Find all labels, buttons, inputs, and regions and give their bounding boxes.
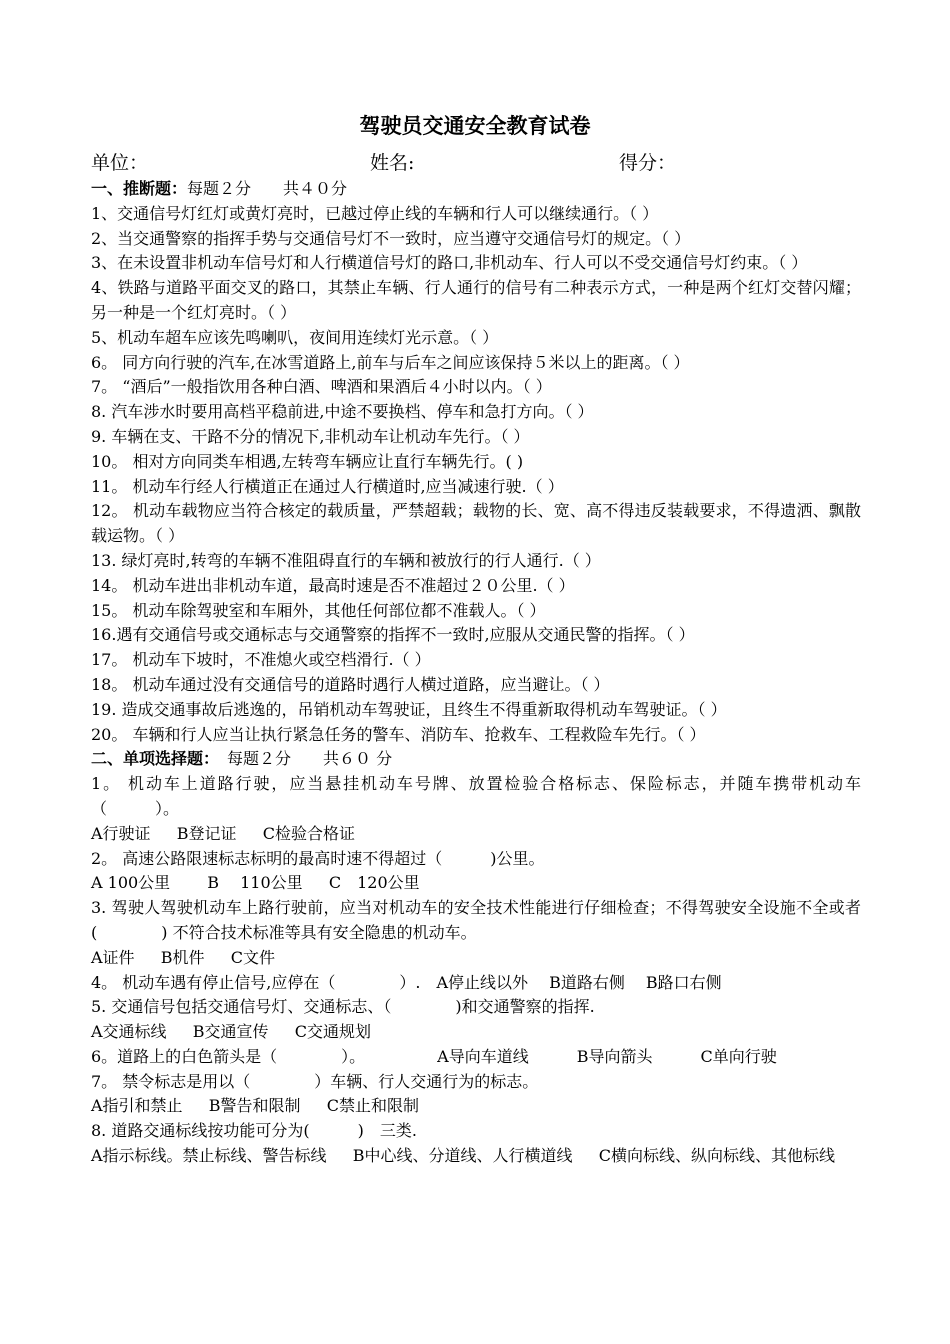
section-title: 二、单项选择题：	[91, 749, 212, 769]
mc-option: A证件	[91, 947, 135, 967]
mc-question: 5. 交通信号包括交通信号灯、交通标志、（ )和交通警察的指挥.	[91, 997, 595, 1017]
tf-question: 5、机动车超车应该先鸣喇叭，夜间用连续灯光示意。（ ）	[91, 327, 499, 347]
mc-option: C禁止和限制	[326, 1096, 419, 1116]
section-title: 一、推断题：	[91, 179, 188, 198]
tf-question: 13. 绿灯亮时,转弯的车辆不准阻碍直行的车辆和被放行的行人通行.（ ）	[91, 550, 601, 570]
mc-option: A交通标线	[91, 1022, 167, 1042]
exam-content	[91, 177, 861, 1169]
tf-question: 18。 机动车通过没有交通信号的道路时遇行人横过道路，应当避让。（ ）	[91, 674, 610, 694]
unit-label: 单位：	[91, 152, 149, 174]
mc-question: 8. 道路交通标线按功能可分为( ) 三类.	[91, 1121, 417, 1141]
section-scoring: 每题２分 共４０分	[187, 179, 348, 198]
mc-options	[91, 871, 861, 896]
mc-option: A指示标线。禁止标线、警告标线	[91, 1146, 327, 1166]
name-label: 姓名:	[370, 152, 415, 174]
tf-question: 11。 机动车行经人行横道正在通过人行横道时,应当减速行驶.（ ）	[91, 476, 564, 496]
tf-question: 4、铁路与道路平面交叉的路口，其禁止车辆、行人通行的信号有二种表示方式，一种是两个红灯交替闪耀；另一种是一个红灯亮时。（ ）	[91, 278, 861, 322]
mc-option: B中心线、分道线、人行横道线	[352, 1146, 573, 1166]
tf-question: 2、当交通警察的指挥手势与交通信号灯不一致时，应当遵守交通信号灯的规定。（ ）	[91, 228, 691, 248]
mc-question: 4。 机动车遇有停止信号,应停在（ ）. A停止线以外 B道路右侧 B路口右侧	[91, 972, 722, 992]
mc-option: C横向标线、纵向标线、其他标线	[598, 1146, 835, 1166]
mc-option: C交通规划	[294, 1022, 371, 1042]
score-label: 得分：	[619, 152, 677, 174]
tf-question: 17。 机动车下坡时，不准熄火或空档滑行.（ ）	[91, 650, 431, 670]
tf-question: 6。 同方向行驶的汽车,在冰雪道路上,前车与后车之间应该保持５米以上的距离。（ ）	[91, 352, 690, 372]
mc-option: B登记证	[176, 823, 237, 843]
mc-option: B 110公里	[207, 873, 303, 893]
mc-question: 1。 机动车上道路行驶，应当悬挂机动车号牌、放置检验合格标志、保险标志，并随车携带机动车（ ）。	[91, 774, 861, 818]
mc-option: A 100公里	[91, 873, 171, 893]
mc-option: C文件	[230, 947, 275, 967]
tf-question: 19. 造成交通事故后逃逸的，吊销机动车驾驶证，且终生不得重新取得机动车驾驶证。（ ）	[91, 699, 727, 719]
mc-question: 7。 禁令标志是用以（ ）车辆、行人交通行为的标志。	[91, 1071, 539, 1091]
tf-question: 15。 机动车除驾驶室和车厢外，其他任何部位都不准载人。（ ）	[91, 600, 546, 620]
mc-options	[91, 822, 861, 847]
mc-question: 3. 驾驶人驾驶机动车上路行驶前，应当对机动车的安全技术性能进行仔细检查；不得驾驶安全设施不全或者( ) 不符合技术标准等具有安全隐患的机动车。	[91, 898, 861, 942]
mc-options	[91, 1020, 861, 1045]
page-title: 驾驶员交通安全教育试卷	[359, 114, 591, 138]
section-heading-true-false	[91, 177, 861, 202]
tf-question: 3、在未设置非机动车信号灯和人行横道信号灯的路口,非机动车、行人可以不受交通信号灯约束。（ ）	[91, 253, 808, 273]
mc-option: A行驶证	[91, 823, 151, 843]
tf-question: 1、交通信号灯红灯或黄灯亮时，已越过停止线的车辆和行人可以继续通行。（ ）	[91, 203, 659, 223]
mc-options	[91, 946, 861, 971]
mc-question: 6。道路上的白色箭头是（ ）。 A导向车道线 B导向箭头 C单向行驶	[91, 1046, 777, 1066]
tf-question: 12。 机动车载物应当符合核定的载质量，严禁超载；载物的长、宽、高不得违反装载要求，不得遗洒、飘散载运物。（ ）	[91, 501, 861, 546]
mc-option: C检验合格证	[262, 823, 355, 843]
tf-question: 9. 车辆在支、干路不分的情况下,非机动车让机动车先行。（ ）	[91, 426, 530, 446]
mc-options	[91, 1144, 861, 1169]
tf-question: 14。 机动车进出非机动车道，最高时速是否不准超过２０公里.（ ）	[91, 575, 575, 595]
tf-question: 7。 “酒后”一般指饮用各种白酒、啤酒和果酒后４小时以内。（ ）	[91, 377, 552, 397]
mc-option: B警告和限制	[208, 1096, 301, 1116]
mc-option: C 120公里	[328, 873, 420, 893]
tf-question: 8. 汽车涉水时要用高档平稳前进,中途不要换档、停车和急打方向。（ ）	[91, 402, 594, 422]
section-scoring: 每题２分 共６０ 分	[211, 749, 393, 769]
mc-question: 2。 高速公路限速标志标明的最高时速不得超过（ )公里。	[91, 848, 545, 868]
mc-options	[91, 1094, 861, 1119]
mc-option: A指引和禁止	[91, 1096, 183, 1116]
tf-question: 10。 相对方向同类车相遇,左转弯车辆应让直行车辆先行。( )	[91, 451, 524, 471]
mc-option: B机件	[160, 947, 205, 967]
tf-question: 16.遇有交通信号或交通标志与交通警察的指挥不一致时,应服从交通民警的指挥。（ ）	[91, 625, 695, 645]
mc-option: B交通宣传	[192, 1022, 269, 1042]
tf-question: 20。 车辆和行人应当让执行紧急任务的警车、消防车、抢救车、工程救险车先行。（ ）	[91, 724, 706, 744]
section-heading-multiple-choice	[91, 747, 861, 772]
